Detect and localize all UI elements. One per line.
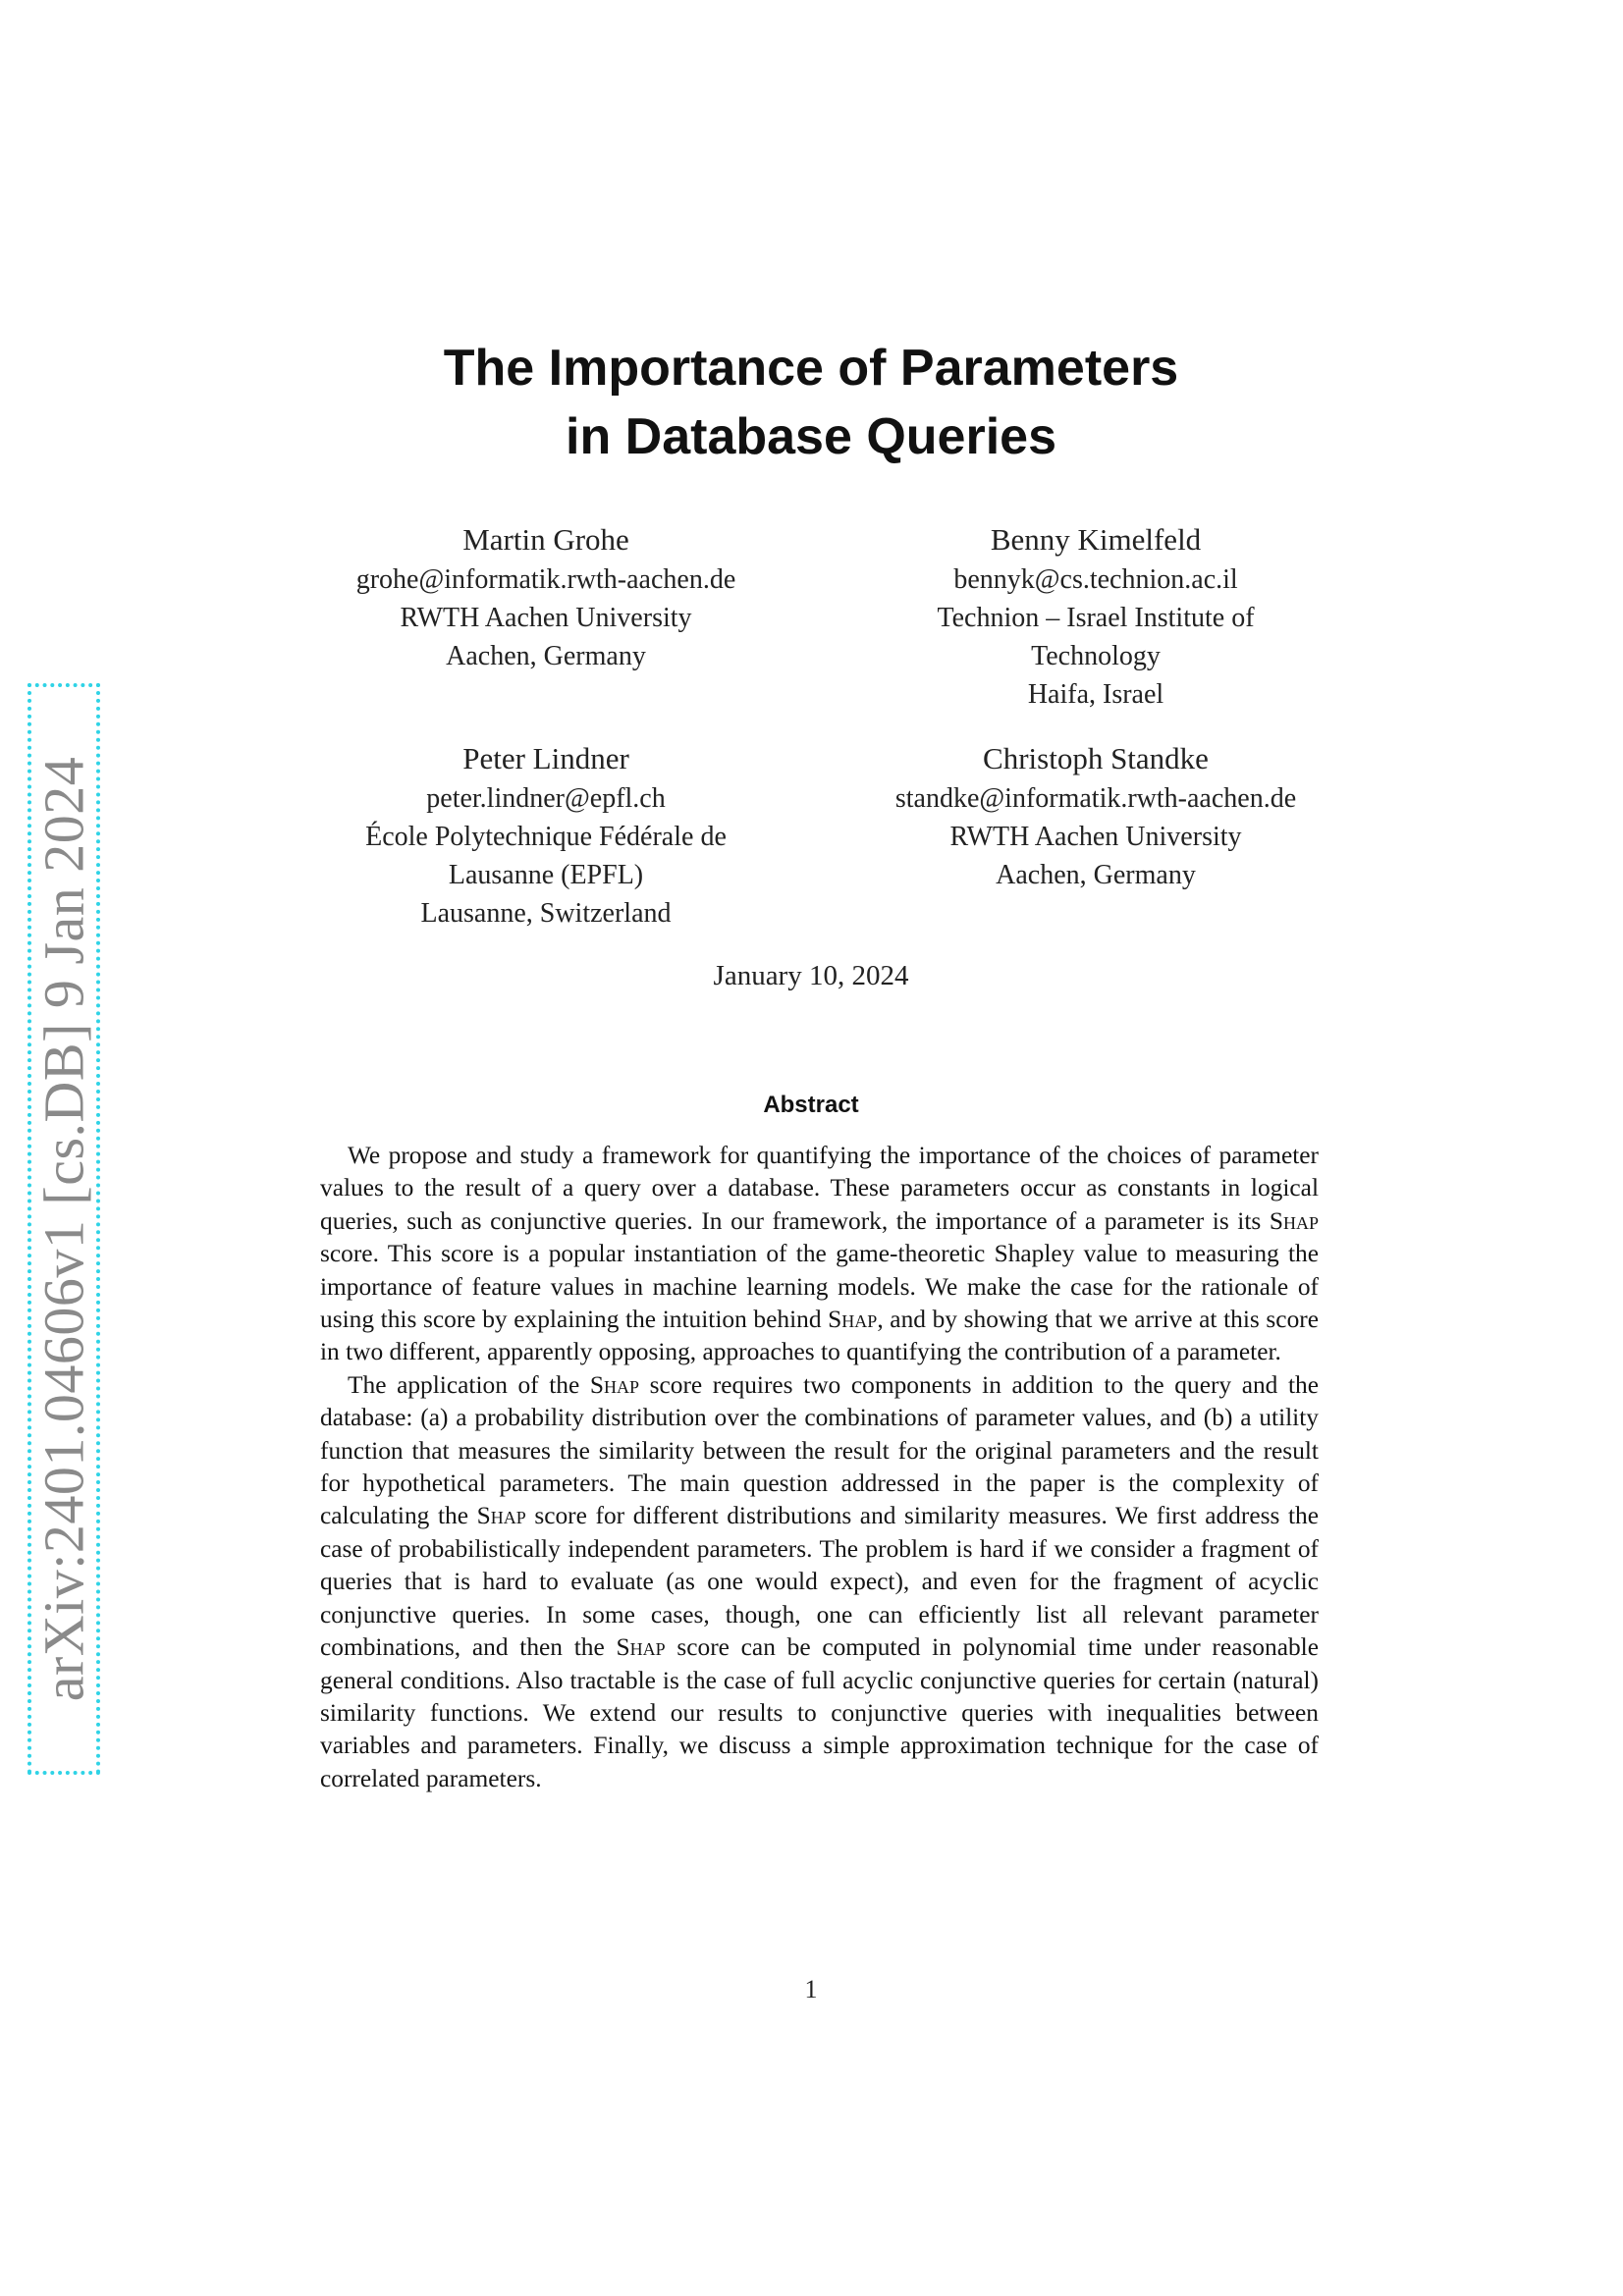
abstract-text: score requires two components in addition to the query and the database: (a) a probability distribution over the combinations of parameter values, and (b) a utility function that measures the similarity between the result for the original parameters and the result for hypothetical parameters. The main question addressed in the paper is the complexity of calculating the xyxy=(320,1370,1320,1530)
abstract-text: score for different distributions and similarity measures. We first address the case of probabilistically independent parameters. The problem is hard if we consider a fragment of queries that is hard to evaluate (as one would expect), and even for the fragment of acyclic conjunctive queries. In some cases, though, one can efficiently list all relevant parameter combinations, and then the xyxy=(320,1502,1319,1662)
author-affiliation: RWTH Aachen University xyxy=(949,822,1242,852)
author-affiliation-cont: Lausanne (EPFL) xyxy=(448,860,644,890)
abstract-text: score can be computed in polynomial time under reasonable general conditions. Also tractable is the case of full acyclic conjunctive queries for certain (natural) similarity functions. We extend our results to conjunctive queries with inequalities between variables and parameters. Finally, we discuss a simple approximation technique for the case of correlated parameters. xyxy=(320,1633,1319,1792)
author-affiliation: Technion – Israel Institute of xyxy=(937,603,1255,633)
author-affiliation: RWTH Aachen University xyxy=(400,603,692,633)
shap-term: Shap xyxy=(1269,1206,1319,1235)
author-affiliation: École Polytechnique Fédérale de xyxy=(365,822,727,852)
shap-term: Shap xyxy=(589,1370,640,1399)
abstract-heading: Abstract xyxy=(763,1092,859,1118)
author-name: Christoph Standke xyxy=(983,741,1209,775)
paper-title xyxy=(320,334,1302,471)
arxiv-identifier: arXiv:2401.04606v1 [cs.DB] 9 Jan 2024 xyxy=(31,756,96,1702)
publication-date: January 10, 2024 xyxy=(713,960,909,991)
author-email: standke@informatik.rwth-aachen.de xyxy=(894,783,1297,814)
title-line-1: The Importance of Parameters xyxy=(443,340,1179,397)
abstract-text: , and by showing that we arrive at this score in two different, apparently opposing, approaches to quantifying the contribution of a parameter. xyxy=(320,1306,1319,1366)
shap-term: Shap xyxy=(828,1306,878,1334)
arxiv-stamp xyxy=(27,683,100,1775)
author-email: bennyk@cs.technion.ac.il xyxy=(953,564,1238,595)
abstract-text: We propose and study a framework for quantifying the importance of the choices of parameter values to the result of a query over a database. These parameters occur as constants in logical queries, such as conjunctive queries. In our framework, the importance of a parameter is its xyxy=(320,1142,1319,1235)
author-name: Peter Lindner xyxy=(462,741,629,775)
author-email: grohe@informatik.rwth-aachen.de xyxy=(355,564,736,595)
author-location: Aachen, Germany xyxy=(996,860,1196,890)
author-email: peter.lindner@epfl.ch xyxy=(426,783,666,814)
author-block-grohe xyxy=(271,520,821,675)
author-name: Benny Kimelfeld xyxy=(990,522,1202,557)
title-line-2: in Database Queries xyxy=(566,408,1056,465)
author-location: Aachen, Germany xyxy=(446,641,646,671)
author-affiliation-cont: Technology xyxy=(1031,641,1161,671)
abstract-paragraph-1 xyxy=(320,1140,1319,1369)
abstract-body xyxy=(320,1140,1319,1795)
author-block-standke xyxy=(821,739,1371,894)
abstract-text: score. This score is a popular instantiation of the game-theoretic Shapley value to measuring the importance of feature values in machine learning models. We make the case for the rationale of using this score by explaining the intuition behind xyxy=(320,1240,1319,1334)
author-block-lindner xyxy=(271,739,821,933)
author-block-kimelfeld xyxy=(821,520,1371,714)
shap-term: Shap xyxy=(476,1502,526,1530)
author-location: Haifa, Israel xyxy=(1027,679,1164,710)
abstract-paragraph-2 xyxy=(320,1369,1319,1795)
page-number: 1 xyxy=(804,1975,818,2003)
abstract-text: The application of the xyxy=(348,1370,590,1399)
author-location: Lausanne, Switzerland xyxy=(420,898,672,929)
shap-term: Shap xyxy=(616,1633,666,1662)
author-name: Martin Grohe xyxy=(462,522,629,557)
